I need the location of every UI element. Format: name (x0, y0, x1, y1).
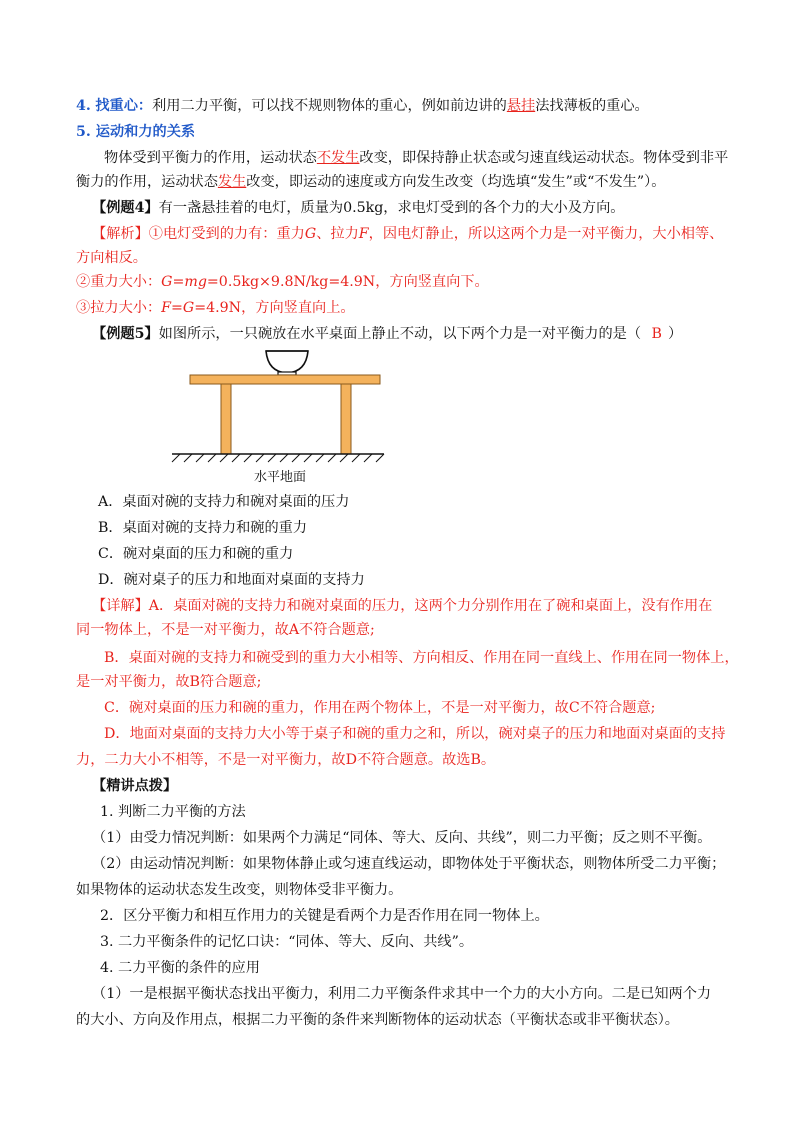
example4-analysis-line1 (92, 224, 752, 244)
symbol-f: F (358, 226, 369, 242)
tips-item3: 3. 二力平衡条件的记忆口诀：“同体、等大、反向、共线”。 (100, 934, 474, 950)
detail-line3: C．碗对桌面的压力和碗的重力，作用在两个物体上，不是一对平衡力，故C不符合题意; (104, 700, 656, 716)
option-b: B．桌面对碗的支持力和碗的重力 (98, 520, 308, 536)
item4-line (76, 96, 736, 116)
detail-text: A．桌面对碗的支持力和碗对桌面的压力，这两个力分别作用在了碗和桌面上，没有作用在 (148, 598, 713, 614)
ground-hatching (172, 454, 384, 462)
item5-title: 5. 运动和力的关系 (76, 124, 196, 140)
detail-line2b: 是一对平衡力，故B符合题意; (76, 674, 262, 690)
analysis-tag: 【解析】 (92, 226, 149, 242)
para5-line2 (76, 172, 736, 192)
detail-tag: 【详解】 (92, 598, 149, 614)
formula: F=G (161, 300, 195, 316)
detail-line2: B．桌面对碗的支持力和碗受到的重力大小相等、方向相反、作用在同一直线上、作用在同一物体上， (104, 650, 739, 666)
tips-item1b: （2）由运动情况判断：如果物体静止或匀速直线运动，即物体处于平衡状态，则物体所受二力平衡； (92, 856, 726, 872)
detail-line1b: 同一物体上，不是一对平衡力，故A不符合题意; (76, 622, 375, 638)
ground-caption: 水平地面 (253, 470, 307, 485)
symbol-g: G (304, 226, 317, 242)
tips-item1: 1. 判断二力平衡的方法 (100, 804, 246, 820)
tips-title: 【精讲点拨】 (92, 778, 178, 794)
analysis-text: ②重力大小： (76, 274, 162, 290)
example5-question (92, 324, 752, 344)
para5-text: 衡力的作用，运动状态 (76, 174, 218, 190)
item4-title: 找重心 (95, 98, 138, 114)
para5-line1 (104, 148, 736, 168)
para5-blank2: 发生 (217, 174, 247, 190)
example5-answer: B (651, 326, 662, 342)
detail-line4: D．地面对桌面的支持力大小等于桌子和碗的重力之和，所以，碗对桌子的压力和地面对桌面的支持 (104, 726, 726, 742)
example5-text: 如图所示，一只碗放在水平桌面上静止不动，以下两个力是一对平衡力的是（ (158, 326, 642, 342)
item4-text: 利用二力平衡，可以找不规则物体的重心，例如前边讲的 (152, 98, 507, 114)
example5-tag: 【例题5】 (92, 326, 159, 342)
analysis-text: =4.9N，方向竖直向上。 (194, 300, 355, 316)
item4-text-end: 法找薄板的重心。 (535, 98, 649, 114)
table-leg-right (341, 384, 351, 454)
tips-item4: 4. 二力平衡的条件的应用 (100, 960, 260, 976)
bowl (266, 351, 308, 373)
item4-colon: ： (137, 98, 153, 114)
analysis-text: ③拉力大小： (76, 300, 162, 316)
example4-analysis-line2: 方向相反。 (76, 250, 147, 266)
bowl-on-table-figure (168, 344, 388, 486)
para5-blank1: 不发生 (316, 150, 360, 166)
analysis-text: ①电灯受到的力有：重力 (148, 226, 305, 242)
table-leg-left (221, 384, 231, 454)
tips-item1b-cont: 如果物体的运动状态发生改变，则物体受非平衡力。 (76, 882, 403, 898)
option-d: D．碗对桌子的压力和地面对桌面的支持力 (98, 572, 365, 588)
tips-item1a: （1）由受力情况判断：如果两个力满足“同体、等大、反向、共线”，则二力平衡；反之则不平衡。 (92, 830, 712, 846)
example4-analysis-tension (76, 298, 736, 318)
tips-item2: 2．区分平衡力和相互作用力的关键是看两个力是否作用在同一物体上。 (100, 908, 549, 924)
option-c: C．碗对桌面的压力和碗的重力 (98, 546, 294, 562)
example4-tag: 【例题4】 (92, 200, 159, 216)
tips-item4b: 的大小、方向及作用点，根据二力平衡的条件来判断物体的运动状态（平衡状态或非平衡状态）。 (76, 1012, 679, 1028)
item4-number: 4. (76, 98, 91, 114)
example4-question (92, 198, 752, 218)
detail-line4b: 力，二力大小不相等，不是一对平衡力，故D不符合题意。故选B。 (76, 752, 496, 768)
option-a: A．桌面对碗的支持力和碗对桌面的压力 (98, 494, 350, 510)
formula: G=mg (161, 274, 207, 290)
analysis-text: ，因电灯静止，所以这两个力是一对平衡力，大小相等、 (368, 226, 724, 242)
table-top (190, 375, 380, 384)
analysis-text: =0.5kg×9.8N/kg=4.9N，方向竖直向下。 (206, 274, 489, 290)
analysis-text: 、拉力 (316, 226, 359, 242)
tips-item4a: （1）一是根据平衡状态找出平衡力，利用二力平衡条件求其中一个力的大小方向。二是已知两个力 (92, 986, 712, 1002)
para5-text: 物体受到平衡力的作用，运动状态 (104, 150, 317, 166)
detail-line1 (92, 596, 752, 616)
example5-text: ） (667, 326, 683, 342)
example4-text: 有一盏悬挂着的电灯，质量为0.5kg，求电灯受到的各个力的大小及方向。 (158, 200, 625, 216)
item4-blank: 悬挂 (506, 98, 536, 114)
para5-text: 改变，即保持静止状态或匀速直线运动状态。物体受到非平 (359, 150, 729, 166)
para5-text: 改变，即运动的速度或方向发生改变（均选填“发生”或“不发生”）。 (246, 174, 666, 190)
example4-analysis-gravity (76, 272, 736, 292)
